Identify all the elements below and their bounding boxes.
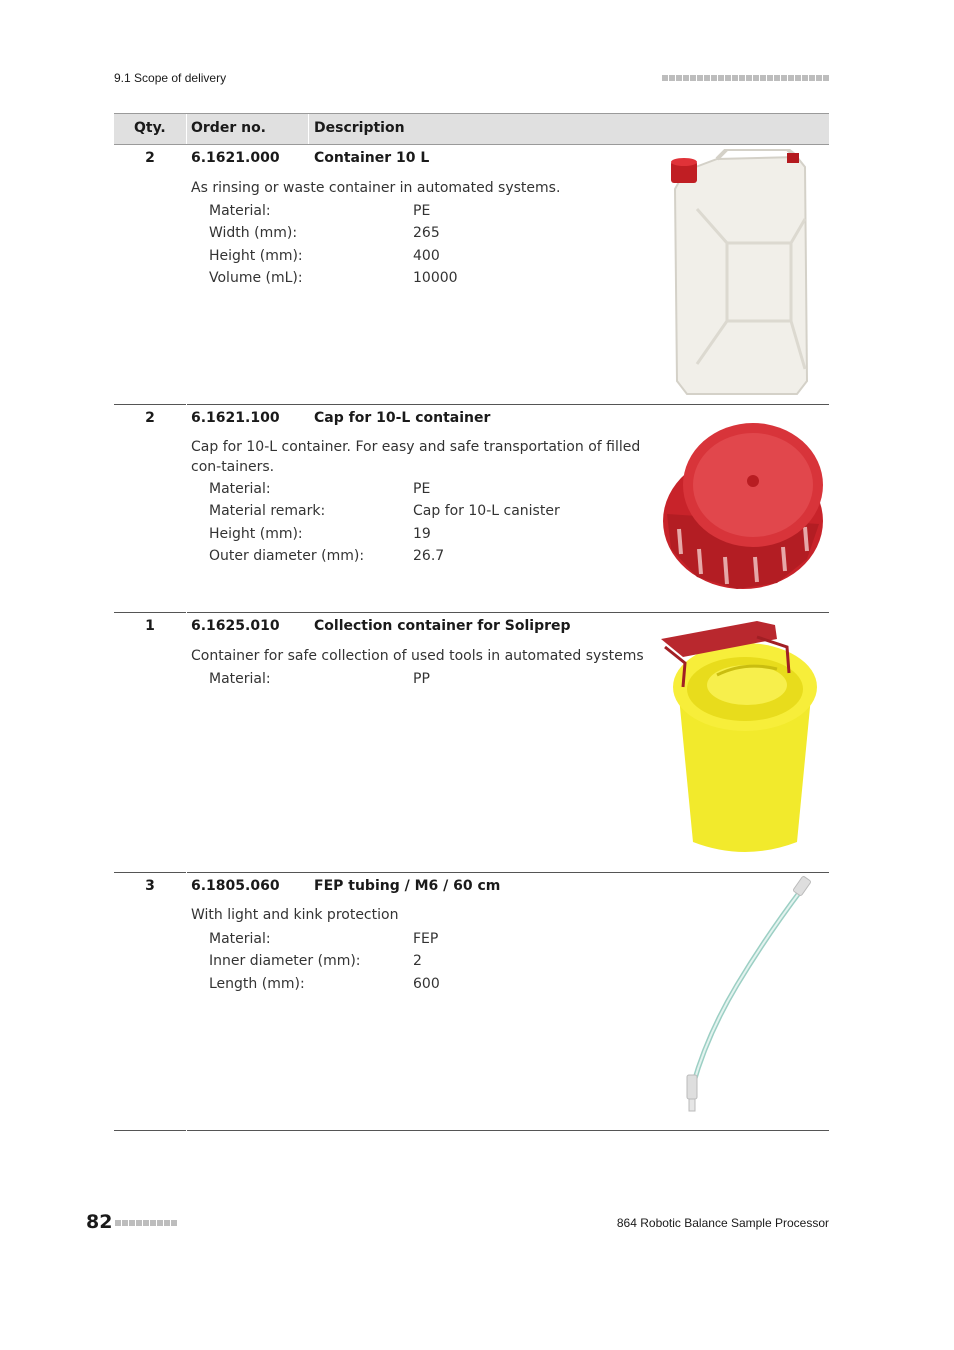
property-row: Inner diameter (mm): 2 [209, 953, 422, 970]
row-description: Cap for 10-L container. For easy and safe transportation of filled con-tainers. [191, 439, 641, 475]
col-order: Order no. [191, 120, 267, 136]
cap-image [657, 419, 829, 599]
table-header [114, 113, 829, 145]
row-description: With light and kink protection [191, 907, 399, 923]
row-qty: 2 [145, 150, 155, 166]
col-description: Description [314, 120, 405, 136]
row-order-no: 6.1625.010 [191, 618, 280, 634]
collection-container-image [657, 617, 829, 861]
delivery-table [114, 113, 829, 1131]
row-description: As rinsing or waste container in automated systems. [191, 180, 561, 196]
property-row: Outer diameter (mm): 26.7 [209, 548, 445, 565]
table-row [114, 613, 829, 873]
footer-decoration [115, 1220, 177, 1226]
property-row: Material: PE [209, 203, 431, 219]
property-row: Volume (mL): 10000 [209, 270, 458, 287]
property-row: Material: FEP [209, 931, 439, 947]
row-description: Container for safe collection of used tools in automated systems [191, 648, 644, 664]
table-row [114, 405, 829, 613]
property-row: Material remark: Cap for 10-L canister [209, 503, 560, 520]
property-row: Material: PP [209, 671, 430, 687]
col-qty: Qty. [134, 120, 166, 136]
property-row: Length (mm): 600 [209, 975, 440, 992]
row-order-no: 6.1805.060 [191, 878, 280, 894]
running-header: 9.1 Scope of delivery [114, 71, 227, 85]
row-qty: 1 [145, 618, 155, 634]
fep-tubing-image [657, 875, 829, 1119]
property-list [209, 481, 609, 571]
row-qty: 3 [145, 878, 155, 894]
row-title: Collection container for Soliprep [314, 618, 571, 634]
header-decoration [662, 75, 829, 81]
property-list [209, 203, 609, 293]
row-order-no: 6.1621.100 [191, 410, 280, 426]
property-list [209, 931, 609, 998]
canister-image [657, 149, 829, 399]
property-list [209, 671, 609, 693]
page-number: 82 [86, 1211, 113, 1233]
table-row [114, 873, 829, 1131]
row-qty: 2 [145, 410, 155, 426]
property-row: Material: PE [209, 481, 431, 497]
property-row: Width (mm): 265 [209, 225, 440, 242]
table-row [114, 145, 829, 405]
row-order-no: 6.1621.000 [191, 150, 280, 166]
property-row: Height (mm): 19 [209, 525, 431, 542]
row-title: FEP tubing / M6 / 60 cm [314, 878, 501, 894]
row-title: Container 10 L [314, 150, 430, 166]
row-title: Cap for 10-L container [314, 410, 491, 426]
product-name: 864 Robotic Balance Sample Processor [616, 1216, 829, 1230]
property-row: Height (mm): 400 [209, 247, 440, 264]
